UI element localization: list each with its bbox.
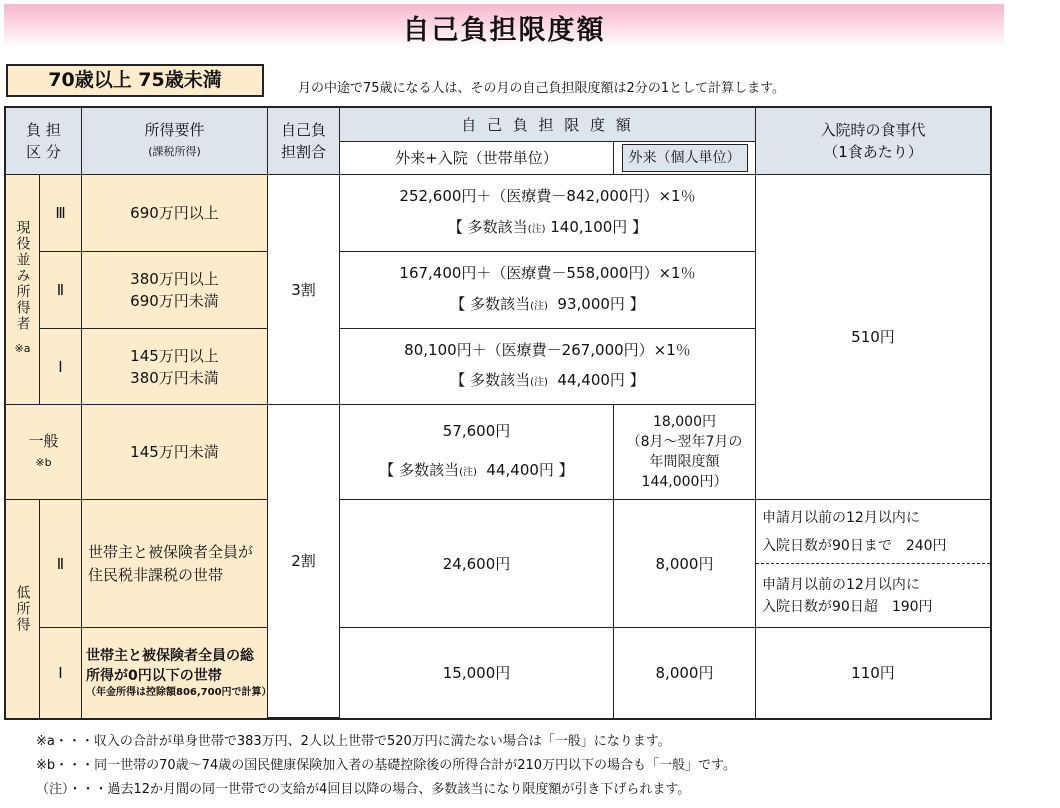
genekinami-income-2: 380万円以上 690万円未満 (82, 252, 268, 329)
ippan-setai-value: 57,600円 (442, 421, 511, 440)
header-shokuji-sub: （1食あたり） (823, 143, 923, 161)
ippan-kojin-value: 18,000円 (653, 414, 716, 430)
meal-90-under-line1: 申請月以前の12月以内に (762, 509, 920, 526)
page-title: 自己負担限度額 (402, 15, 606, 46)
ippan-kojin-period: （8月～翌年7月の (626, 434, 743, 450)
ippan-kojin-annual-label: 年間限度額 (649, 454, 720, 470)
ippan-note: ※b (35, 456, 52, 469)
ippan-income: 145万円未満 (82, 405, 268, 500)
teishotoku-income-2: 世帯主と被保険者全員が住民税非課税の世帯 (82, 500, 268, 628)
genekinami-income-1: 145万円以上 380万円未満 (82, 329, 268, 405)
header-kubun: 負 担 区 分 (6, 108, 82, 175)
teishotoku-kojin-2: 8,000円 (614, 500, 756, 628)
tasu-label: 【 多数該当 (450, 371, 531, 389)
genekinami-tasu-3 (448, 216, 647, 241)
tasu-label: 【 多数該当 (447, 217, 528, 236)
genekinami-note: ※a (14, 341, 31, 355)
spacer (268, 628, 340, 718)
footnote-chu: （注）・・・過去12か月間の同一世帯での支給が4回目以降の場合、多数該当になり限度額が引き下げられます。 (36, 782, 691, 797)
genekinami-limit-2 (340, 252, 756, 329)
header-shotoku-sub: (課税所得) (148, 145, 201, 158)
teishotoku-setai-2: 24,600円 (340, 500, 614, 628)
top-note: 月の中途で75歳になる人は、その月の自己負担限度額は2分の1として計算します。 (298, 81, 786, 96)
meal-90-under-line2: 入院日数が90日まで 240円 (762, 537, 947, 554)
ippan-kojin (614, 405, 756, 500)
teishotoku-income-1-text: 世帯主と被保険者全員の総所得が0円以下の世帯 (86, 648, 254, 684)
genekinami-ippan-meal: 510円 (756, 175, 990, 500)
genekinami-label-cell (6, 175, 40, 405)
tasu-note: (注) (459, 467, 477, 479)
teishotoku-label: 低所得 (14, 585, 31, 633)
teishotoku-meal-90-over (756, 564, 990, 628)
meal-90-over-line2: 入院日数が90日超 190円 (762, 598, 933, 615)
ippan-label: 一般 (28, 432, 59, 450)
header-setai: 外来+入院（世帯単位） (340, 142, 614, 175)
ippan-teishotoku-ratio: 2割 (268, 405, 340, 718)
ippan-setai (340, 405, 614, 500)
ippan-kojin-annual-value: 144,000円） (641, 474, 728, 490)
genekinami-ratio: 3割 (268, 175, 340, 405)
genekinami-tasu-2 (450, 293, 644, 318)
header-shotoku-label: 所得要件 (144, 121, 205, 139)
header-wariai: 自己負 担割合 (268, 108, 340, 175)
teishotoku-level-2: Ⅱ (40, 500, 82, 628)
limit-table (4, 106, 992, 720)
meal-90-over-line1: 申請月以前の12月以内に (762, 576, 920, 593)
genekinami-level-1: Ⅰ (40, 329, 82, 405)
header-gendo: 自 己 負 担 限 度 額 (340, 108, 756, 142)
ippan-label-cell (6, 405, 82, 500)
tasu-note: (注) (530, 377, 548, 388)
ippan-tasu (379, 459, 573, 484)
teishotoku-setai-1: 15,000円 (340, 628, 614, 718)
genekinami-label: 現役並み所得者 (14, 219, 31, 332)
age-range-label: 70歳以上 75歳未満 (6, 64, 264, 97)
teishotoku-meal-1: 110円 (851, 664, 895, 682)
header-shokuji-label: 入院時の食事代 (820, 121, 926, 139)
header-shotoku (82, 108, 268, 175)
teishotoku-income-1 (82, 628, 272, 718)
tasu-value: 140,100円 】 (545, 217, 648, 236)
tasu-value: 44,400円 】 (476, 461, 574, 480)
genekinami-limit-3 (340, 175, 756, 252)
teishotoku-level-1: Ⅰ (40, 628, 82, 718)
teishotoku-kojin-1: 8,000円 (614, 628, 756, 718)
genekinami-formula-2: 167,400円＋（医療費－558,000円）×1％ (399, 264, 696, 283)
teishotoku-meal-90-under (756, 500, 990, 564)
genekinami-tasu-1 (450, 369, 644, 394)
tasu-value: 93,000円 】 (547, 294, 645, 313)
footnote-a: ※a・・・収入の合計が単身世帯で383万円、2人以上世帯で520万円に満たない場合は「一般」になります。 (36, 734, 671, 749)
header-kojin: 外来（個人単位） (622, 144, 748, 172)
tasu-note: (注) (530, 300, 548, 312)
genekinami-level-2: Ⅱ (40, 252, 82, 329)
tasu-label: 【 多数該当 (379, 461, 460, 480)
tasu-note: (注) (527, 223, 546, 235)
genekinami-formula-3: 252,600円＋（医療費－842,000円）×1％ (399, 187, 696, 206)
header-kojin-cell (614, 142, 756, 175)
tasu-value: 44,400円 】 (547, 371, 645, 389)
title-bar (4, 4, 1004, 48)
tasu-label: 【 多数該当 (450, 294, 531, 313)
genekinami-level-3: Ⅲ (40, 175, 82, 252)
genekinami-limit-1 (340, 329, 756, 405)
teishotoku-label-cell (6, 500, 40, 718)
footnote-b: ※b・・・同一世帯の70歳～74歳の国民健康保険加入者の基礎控除後の所得合計が210万円以下の場合も「一般」です。 (36, 758, 737, 773)
genekinami-formula-1: 80,100円＋（医療費－267,000円）×1％ (404, 341, 691, 359)
teishotoku-income-1-sub: （年金所得は控除額806,700円で計算） (86, 687, 272, 698)
header-shokuji (756, 108, 990, 175)
genekinami-income-3: 690万円以上 (82, 175, 268, 252)
